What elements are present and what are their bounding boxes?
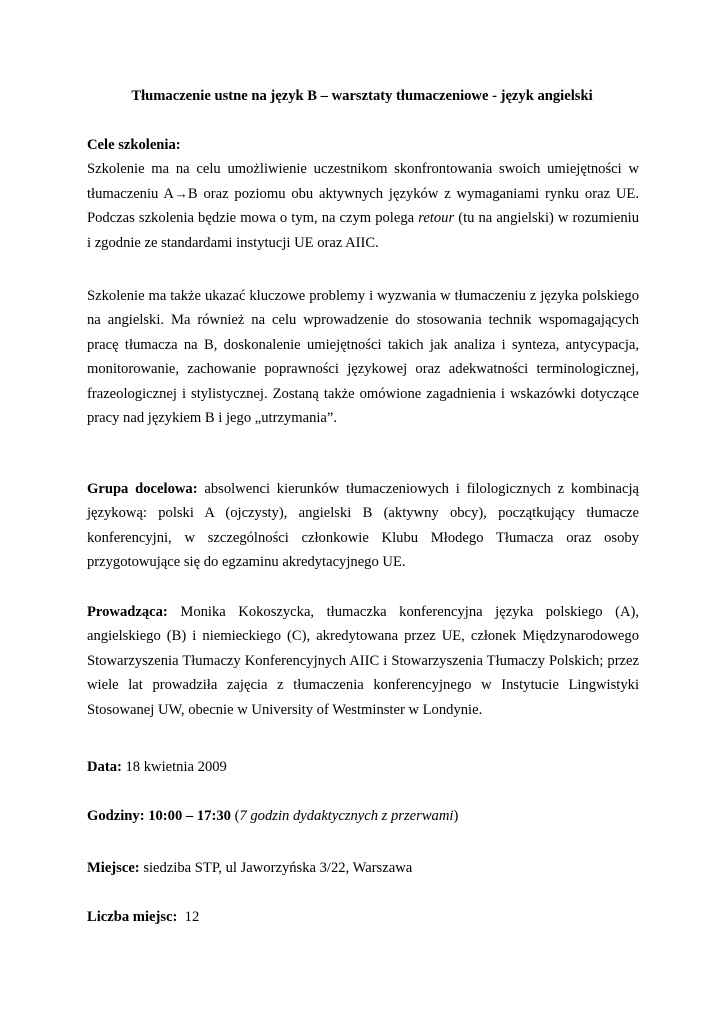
goals-paragraph-2: Szkolenie ma także ukazać kluczowe problemy i wyzwania w tłumaczeniu z języka polskiego na angielski. Ma również na celu wprowadzenie do stosowania technik wspomagających pracę tłumacza na B, doskonalenie umiejętności takich jak analiza i synteza, antycypacja, monitorowanie, zachowanie poprawności językowej oraz adekwatności terminologicznej, frazeologicznej i stylistycznej. Zostaną także omówione zagadnienia i wskazówki dotyczące pracy nad językiem B i jego „utrzymania”. — [87, 288, 639, 427]
place-line — [87, 856, 639, 880]
seats-label: Liczba miejsc: — [87, 909, 178, 925]
hours-open: ( — [230, 808, 240, 824]
goals-paragraph-1 — [87, 157, 639, 255]
hours-label: Godziny: 10:00 – 17:30 — [87, 808, 231, 824]
goals-p1-italic: retour — [418, 210, 455, 227]
trainer-text: Monika Kokoszycka, tłumaczka konferencyjna języka polskiego (A), angielskiego (B) i niemieckiego (C), akredytowana przez UE, członek Międzynarodowego Stowarzyszenia Tłumaczy Konferencyjnych AIIC i Stowarzyszenia Tłumaczy Polskich; przez wiele lat prowadziła zajęcia z tłumaczenia konferencyjnego w Instytucie Lingwistyki Stosowanej UW, obecnie w University of Westminster w Londynie. — [87, 604, 639, 718]
trainer-label: Prowadząca: — [87, 604, 168, 620]
goals-p1-text-c: (tu na angielski) w rozumieniu i zgodnie ze standardami instytucji UE oraz AIIC. — [87, 210, 639, 251]
seats-value: 12 — [177, 909, 200, 925]
date-label: Data: — [87, 759, 122, 775]
goals-section — [87, 133, 639, 255]
seats-line — [87, 905, 639, 929]
place-label: Miejsce: — [87, 860, 140, 876]
date-line — [87, 755, 639, 779]
hours-line — [87, 804, 639, 828]
hours-note: 7 godzin dydaktycznych z przerwami — [239, 808, 454, 824]
goals-p1-text-b: B oraz poziomu obu aktywnych języków z wymaganiami rynku oraz UE. Podczas szkolenia będzie mowa o tym, na czym polega — [87, 185, 639, 227]
hours-close: ) — [453, 808, 459, 824]
trainer-paragraph — [87, 600, 639, 722]
date-value: 18 kwietnia 2009 — [121, 759, 227, 775]
goals-p1-text-a: Szkolenie ma na celu umożliwienie uczestnikom skonfrontowania swoich umiejętności w tłumaczeniu A — [87, 161, 639, 202]
place-value: siedziba STP, ul Jaworzyńska 3/22, Warszawa — [139, 860, 413, 876]
document-title: Tłumaczenie ustne na język B – warsztaty tłumaczeniowe - język angielski — [131, 88, 593, 104]
arrow-right-icon: → — [174, 185, 188, 201]
target-group-paragraph — [87, 477, 639, 575]
target-group-text: absolwenci kierunków tłumaczeniowych i filologicznych z kombinacją językową: polski A (ojczysty), angielski B (aktywny obcy), początkujący tłumacze konferencyjni, w szczególności członkowie Klubu Młodego Tłumacza oraz osoby przygotowujące się do egzaminu akredytacyjnego UE. — [87, 481, 639, 571]
target-group-label: Grupa docelowa: — [87, 481, 198, 497]
goals-heading: Cele szkolenia: — [87, 137, 181, 153]
